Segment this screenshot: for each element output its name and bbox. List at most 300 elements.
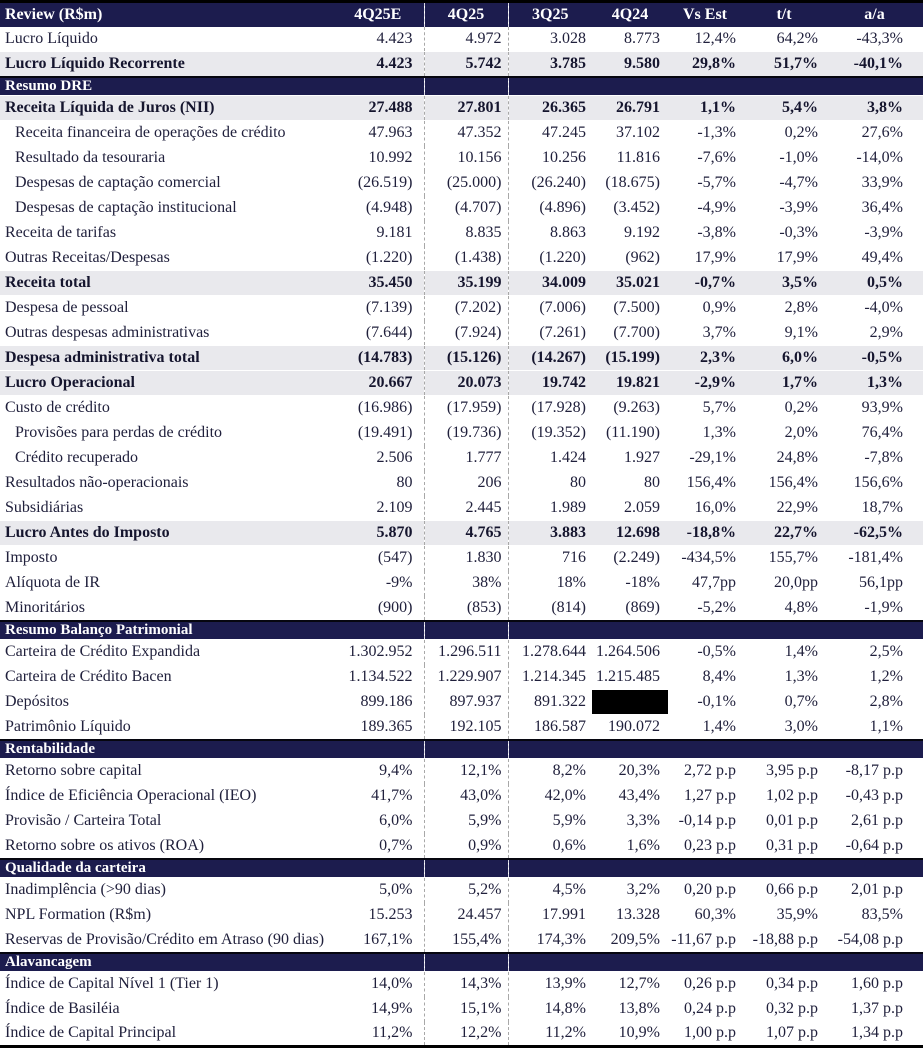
cell-vs-est: -7,6% bbox=[668, 146, 742, 171]
cell-3q25: (14.267) bbox=[508, 346, 592, 371]
cell-4q25e: (7.139) bbox=[332, 296, 424, 321]
cell-vs-est: 17,9% bbox=[668, 246, 742, 271]
cell-a-over-a: 2,01 p.p bbox=[826, 878, 923, 903]
cell-vs-est: -4,9% bbox=[668, 196, 742, 221]
row-label: Índice de Basiléia bbox=[0, 997, 332, 1022]
table-row bbox=[0, 665, 923, 690]
cell-t-over-t: 0,31 p.p bbox=[742, 834, 826, 859]
row-label: Índice de Eficiência Operacional (IEO) bbox=[0, 784, 332, 809]
cell-t-over-t: 35,9% bbox=[742, 903, 826, 928]
table-row bbox=[0, 521, 923, 546]
cell-3q25: 17.991 bbox=[508, 903, 592, 928]
cell-4q24: 8.773 bbox=[592, 27, 668, 52]
column-header-vs-est: Vs Est bbox=[668, 2, 742, 27]
cell-vs-est: -2,9% bbox=[668, 371, 742, 396]
redacted-value-box bbox=[592, 690, 668, 714]
cell-a-over-a: 27,6% bbox=[826, 121, 923, 146]
cell-4q25: 20.073 bbox=[424, 371, 508, 396]
cell-4q25: (15.126) bbox=[424, 346, 508, 371]
cell-4q25: 1.777 bbox=[424, 446, 508, 471]
cell-4q24: (9.263) bbox=[592, 396, 668, 421]
cell-4q25: 1.229.907 bbox=[424, 665, 508, 690]
cell-4q24: 3,2% bbox=[592, 878, 668, 903]
cell-4q25e: 4.423 bbox=[332, 52, 424, 77]
cell-4q25e: 189.365 bbox=[332, 715, 424, 740]
cell-4q25: 12,2% bbox=[424, 1022, 508, 1047]
table-row bbox=[0, 27, 923, 52]
cell-a-over-a: 2,8% bbox=[826, 690, 923, 715]
cell-a-over-a: 2,5% bbox=[826, 640, 923, 665]
cell-a-over-a: 156,6% bbox=[826, 471, 923, 496]
table-row bbox=[0, 715, 923, 740]
row-label: Retorno sobre os ativos (ROA) bbox=[0, 834, 332, 859]
cell-4q25: 0,9% bbox=[424, 834, 508, 859]
cell-3q25: 42,0% bbox=[508, 784, 592, 809]
table-row bbox=[0, 997, 923, 1022]
cell-4q25e: 4.423 bbox=[332, 27, 424, 52]
cell-3q25: 18% bbox=[508, 571, 592, 596]
cell-4q25e: (1.220) bbox=[332, 246, 424, 271]
cell-4q24: 26.791 bbox=[592, 96, 668, 121]
cell-a-over-a: 1,3% bbox=[826, 371, 923, 396]
cell-vs-est: 1,27 p.p bbox=[668, 784, 742, 809]
table-row bbox=[0, 571, 923, 596]
cell-3q25: 11,2% bbox=[508, 1022, 592, 1047]
cell-vs-est: -11,67 p.p bbox=[668, 928, 742, 953]
cell-4q25: 897.937 bbox=[424, 690, 508, 715]
cell-vs-est: 1,3% bbox=[668, 421, 742, 446]
cell-4q25e: (26.519) bbox=[332, 171, 424, 196]
cell-4q24 bbox=[592, 690, 668, 715]
section-row bbox=[0, 621, 923, 640]
cell-4q24: (7.700) bbox=[592, 321, 668, 346]
cell-4q25: 1.830 bbox=[424, 546, 508, 571]
cell-4q25: 206 bbox=[424, 471, 508, 496]
cell-4q25: (4.707) bbox=[424, 196, 508, 221]
cell-4q24: (2.249) bbox=[592, 546, 668, 571]
section-title: Resumo DRE bbox=[0, 77, 424, 96]
cell-3q25: 186.587 bbox=[508, 715, 592, 740]
cell-a-over-a: -43,3% bbox=[826, 27, 923, 52]
row-label: Patrimônio Líquido bbox=[0, 715, 332, 740]
table-row bbox=[0, 171, 923, 196]
cell-t-over-t: 0,7% bbox=[742, 690, 826, 715]
cell-t-over-t: 156,4% bbox=[742, 471, 826, 496]
row-label: Índice de Capital Principal bbox=[0, 1022, 332, 1047]
row-label: Lucro Líquido bbox=[0, 27, 332, 52]
cell-4q25: 192.105 bbox=[424, 715, 508, 740]
cell-vs-est: 156,4% bbox=[668, 471, 742, 496]
section-row bbox=[0, 859, 923, 878]
cell-4q25e: 2.506 bbox=[332, 446, 424, 471]
cell-4q24: 43,4% bbox=[592, 784, 668, 809]
table-row bbox=[0, 809, 923, 834]
cell-3q25: (4.896) bbox=[508, 196, 592, 221]
cell-a-over-a: -181,4% bbox=[826, 546, 923, 571]
cell-4q24: 190.072 bbox=[592, 715, 668, 740]
cell-a-over-a: -4,0% bbox=[826, 296, 923, 321]
cell-a-over-a: -3,9% bbox=[826, 221, 923, 246]
cell-t-over-t: 5,4% bbox=[742, 96, 826, 121]
cell-4q25e: 9,4% bbox=[332, 759, 424, 784]
section-row bbox=[0, 77, 923, 96]
section-spacer bbox=[424, 859, 508, 878]
cell-3q25: 174,3% bbox=[508, 928, 592, 953]
table-row bbox=[0, 52, 923, 77]
row-label: Despesas de captação comercial bbox=[0, 171, 332, 196]
cell-a-over-a: -0,64 p.p bbox=[826, 834, 923, 859]
cell-4q24: 13.328 bbox=[592, 903, 668, 928]
cell-a-over-a: 1,1% bbox=[826, 715, 923, 740]
cell-t-over-t: 20,0pp bbox=[742, 571, 826, 596]
cell-t-over-t: -18,88 p.p bbox=[742, 928, 826, 953]
row-label: Receita de tarifas bbox=[0, 221, 332, 246]
cell-4q25: 5,9% bbox=[424, 809, 508, 834]
cell-4q25: 12,1% bbox=[424, 759, 508, 784]
cell-t-over-t: 3,95 p.p bbox=[742, 759, 826, 784]
cell-t-over-t: -1,0% bbox=[742, 146, 826, 171]
cell-a-over-a: -7,8% bbox=[826, 446, 923, 471]
cell-4q24: 12.698 bbox=[592, 521, 668, 546]
cell-4q24: (7.500) bbox=[592, 296, 668, 321]
cell-4q25: (853) bbox=[424, 596, 508, 621]
cell-t-over-t: 2,0% bbox=[742, 421, 826, 446]
cell-4q25: 38% bbox=[424, 571, 508, 596]
cell-3q25: 1.278.644 bbox=[508, 640, 592, 665]
table-row bbox=[0, 928, 923, 953]
cell-t-over-t: 0,01 p.p bbox=[742, 809, 826, 834]
cell-4q25e: 15.253 bbox=[332, 903, 424, 928]
section-spacer bbox=[508, 621, 923, 640]
cell-t-over-t: 22,7% bbox=[742, 521, 826, 546]
cell-t-over-t: 155,7% bbox=[742, 546, 826, 571]
row-label: Reservas de Provisão/Crédito em Atraso (90 dias) bbox=[0, 928, 332, 953]
cell-a-over-a: -8,17 p.p bbox=[826, 759, 923, 784]
row-label: Despesa de pessoal bbox=[0, 296, 332, 321]
cell-t-over-t: 24,8% bbox=[742, 446, 826, 471]
cell-vs-est: -5,7% bbox=[668, 171, 742, 196]
cell-t-over-t: 6,0% bbox=[742, 346, 826, 371]
section-spacer bbox=[424, 953, 508, 972]
cell-a-over-a: 18,7% bbox=[826, 496, 923, 521]
cell-t-over-t: -0,3% bbox=[742, 221, 826, 246]
cell-a-over-a: -62,5% bbox=[826, 521, 923, 546]
cell-4q25: 24.457 bbox=[424, 903, 508, 928]
cell-4q24: 1,6% bbox=[592, 834, 668, 859]
cell-a-over-a: 0,5% bbox=[826, 271, 923, 296]
cell-4q24: 80 bbox=[592, 471, 668, 496]
row-label: Outras Receitas/Despesas bbox=[0, 246, 332, 271]
section-spacer bbox=[508, 740, 923, 759]
cell-4q25e: (7.644) bbox=[332, 321, 424, 346]
cell-t-over-t: 0,2% bbox=[742, 396, 826, 421]
table-row bbox=[0, 496, 923, 521]
cell-vs-est: -18,8% bbox=[668, 521, 742, 546]
column-header-t-over-t: t/t bbox=[742, 2, 826, 27]
row-label: Imposto bbox=[0, 546, 332, 571]
cell-t-over-t: 9,1% bbox=[742, 321, 826, 346]
cell-4q24: (15.199) bbox=[592, 346, 668, 371]
table-row bbox=[0, 1022, 923, 1047]
cell-4q24: 37.102 bbox=[592, 121, 668, 146]
cell-vs-est: 0,26 p.p bbox=[668, 972, 742, 997]
cell-4q25e: 6,0% bbox=[332, 809, 424, 834]
cell-vs-est: -3,8% bbox=[668, 221, 742, 246]
cell-t-over-t: 1,3% bbox=[742, 665, 826, 690]
table-row bbox=[0, 246, 923, 271]
section-spacer bbox=[424, 740, 508, 759]
cell-vs-est: 1,1% bbox=[668, 96, 742, 121]
cell-4q24: 10,9% bbox=[592, 1022, 668, 1047]
cell-4q25e: 20.667 bbox=[332, 371, 424, 396]
table-row bbox=[0, 346, 923, 371]
cell-3q25: 3.028 bbox=[508, 27, 592, 52]
cell-3q25: (17.928) bbox=[508, 396, 592, 421]
cell-4q25: 4.972 bbox=[424, 27, 508, 52]
cell-t-over-t: 0,66 p.p bbox=[742, 878, 826, 903]
cell-3q25: (7.261) bbox=[508, 321, 592, 346]
section-spacer bbox=[424, 77, 508, 96]
table-row bbox=[0, 396, 923, 421]
table-row bbox=[0, 834, 923, 859]
cell-4q25e: 5,0% bbox=[332, 878, 424, 903]
section-title: Resumo Balanço Patrimonial bbox=[0, 621, 424, 640]
cell-4q24: 9.580 bbox=[592, 52, 668, 77]
cell-4q24: 19.821 bbox=[592, 371, 668, 396]
cell-4q25e: (19.491) bbox=[332, 421, 424, 446]
cell-vs-est: 60,3% bbox=[668, 903, 742, 928]
cell-3q25: 1.424 bbox=[508, 446, 592, 471]
cell-4q25e: -9% bbox=[332, 571, 424, 596]
table-row bbox=[0, 296, 923, 321]
row-label: NPL Formation (R$m) bbox=[0, 903, 332, 928]
table-row bbox=[0, 759, 923, 784]
table-row bbox=[0, 546, 923, 571]
cell-4q25e: 47.963 bbox=[332, 121, 424, 146]
cell-a-over-a: 1,60 p.p bbox=[826, 972, 923, 997]
cell-vs-est: 1,00 p.p bbox=[668, 1022, 742, 1047]
table-row bbox=[0, 784, 923, 809]
section-title: Qualidade da carteira bbox=[0, 859, 424, 878]
section-spacer bbox=[508, 859, 923, 878]
header-row bbox=[0, 2, 923, 27]
cell-3q25: 34.009 bbox=[508, 271, 592, 296]
cell-t-over-t: 0,34 p.p bbox=[742, 972, 826, 997]
cell-3q25: 0,6% bbox=[508, 834, 592, 859]
cell-3q25: 4,5% bbox=[508, 878, 592, 903]
row-label: Despesa administrativa total bbox=[0, 346, 332, 371]
cell-a-over-a: 83,5% bbox=[826, 903, 923, 928]
row-label: Receita total bbox=[0, 271, 332, 296]
cell-vs-est: -0,14 p.p bbox=[668, 809, 742, 834]
section-spacer bbox=[508, 77, 923, 96]
cell-3q25: (7.006) bbox=[508, 296, 592, 321]
table-row bbox=[0, 271, 923, 296]
cell-4q25e: 41,7% bbox=[332, 784, 424, 809]
cell-a-over-a: 76,4% bbox=[826, 421, 923, 446]
cell-a-over-a: 93,9% bbox=[826, 396, 923, 421]
cell-vs-est: -434,5% bbox=[668, 546, 742, 571]
cell-a-over-a: 1,37 p.p bbox=[826, 997, 923, 1022]
cell-4q24: (11.190) bbox=[592, 421, 668, 446]
row-label: Outras despesas administrativas bbox=[0, 321, 332, 346]
cell-a-over-a: -54,08 p.p bbox=[826, 928, 923, 953]
cell-t-over-t: -4,7% bbox=[742, 171, 826, 196]
cell-3q25: 14,8% bbox=[508, 997, 592, 1022]
cell-4q24: 2.059 bbox=[592, 496, 668, 521]
cell-4q24: (3.452) bbox=[592, 196, 668, 221]
cell-vs-est: 12,4% bbox=[668, 27, 742, 52]
cell-vs-est: 1,4% bbox=[668, 715, 742, 740]
cell-4q25e: 167,1% bbox=[332, 928, 424, 953]
row-label: Carteira de Crédito Expandida bbox=[0, 640, 332, 665]
cell-4q25: 27.801 bbox=[424, 96, 508, 121]
cell-4q25: 47.352 bbox=[424, 121, 508, 146]
cell-4q25e: 14,9% bbox=[332, 997, 424, 1022]
cell-4q25e: 2.109 bbox=[332, 496, 424, 521]
cell-vs-est: -0,1% bbox=[668, 690, 742, 715]
cell-a-over-a: -0,5% bbox=[826, 346, 923, 371]
column-header-4q25: 4Q25 bbox=[424, 2, 508, 27]
cell-4q24: 35.021 bbox=[592, 271, 668, 296]
cell-4q25: 35.199 bbox=[424, 271, 508, 296]
table-row bbox=[0, 96, 923, 121]
table-row bbox=[0, 471, 923, 496]
cell-4q25: 10.156 bbox=[424, 146, 508, 171]
row-label: Provisões para perdas de crédito bbox=[0, 421, 332, 446]
cell-4q25e: 80 bbox=[332, 471, 424, 496]
cell-t-over-t: 2,8% bbox=[742, 296, 826, 321]
table-body bbox=[0, 27, 923, 1047]
row-label: Lucro Líquido Recorrente bbox=[0, 52, 332, 77]
cell-3q25: 1.989 bbox=[508, 496, 592, 521]
section-row bbox=[0, 953, 923, 972]
cell-vs-est: -0,5% bbox=[668, 640, 742, 665]
row-label: Retorno sobre capital bbox=[0, 759, 332, 784]
cell-a-over-a: -40,1% bbox=[826, 52, 923, 77]
cell-t-over-t: 3,0% bbox=[742, 715, 826, 740]
cell-4q25: 155,4% bbox=[424, 928, 508, 953]
cell-4q25e: 10.992 bbox=[332, 146, 424, 171]
cell-vs-est: -0,7% bbox=[668, 271, 742, 296]
cell-4q25e: 9.181 bbox=[332, 221, 424, 246]
cell-t-over-t: 0,2% bbox=[742, 121, 826, 146]
cell-vs-est: 8,4% bbox=[668, 665, 742, 690]
section-title: Rentabilidade bbox=[0, 740, 424, 759]
cell-4q25: 14,3% bbox=[424, 972, 508, 997]
cell-4q25: (17.959) bbox=[424, 396, 508, 421]
table-row bbox=[0, 221, 923, 246]
table-row bbox=[0, 972, 923, 997]
section-spacer bbox=[424, 621, 508, 640]
cell-vs-est: 47,7pp bbox=[668, 571, 742, 596]
cell-vs-est: 0,20 p.p bbox=[668, 878, 742, 903]
cell-3q25: (19.352) bbox=[508, 421, 592, 446]
row-label: Resultado da tesouraria bbox=[0, 146, 332, 171]
cell-3q25: 26.365 bbox=[508, 96, 592, 121]
cell-4q25: 2.445 bbox=[424, 496, 508, 521]
cell-4q24: (18.675) bbox=[592, 171, 668, 196]
table-row bbox=[0, 196, 923, 221]
cell-4q25: 1.296.511 bbox=[424, 640, 508, 665]
cell-4q25e: (16.986) bbox=[332, 396, 424, 421]
cell-4q24: 1.927 bbox=[592, 446, 668, 471]
row-label: Resultados não-operacionais bbox=[0, 471, 332, 496]
cell-4q25: 5,2% bbox=[424, 878, 508, 903]
cell-vs-est: 5,7% bbox=[668, 396, 742, 421]
cell-a-over-a: -1,9% bbox=[826, 596, 923, 621]
row-label: Receita Líquida de Juros (NII) bbox=[0, 96, 332, 121]
cell-4q25e: 1.302.952 bbox=[332, 640, 424, 665]
table-row bbox=[0, 371, 923, 396]
cell-4q24: 13,8% bbox=[592, 997, 668, 1022]
cell-3q25: 80 bbox=[508, 471, 592, 496]
cell-t-over-t: 3,5% bbox=[742, 271, 826, 296]
cell-4q25: 15,1% bbox=[424, 997, 508, 1022]
cell-4q25e: 11,2% bbox=[332, 1022, 424, 1047]
cell-t-over-t: 0,32 p.p bbox=[742, 997, 826, 1022]
cell-vs-est: 0,9% bbox=[668, 296, 742, 321]
cell-vs-est: 2,72 p.p bbox=[668, 759, 742, 784]
section-spacer bbox=[508, 953, 923, 972]
cell-vs-est: 0,23 p.p bbox=[668, 834, 742, 859]
cell-4q25: 5.742 bbox=[424, 52, 508, 77]
row-label: Depósitos bbox=[0, 690, 332, 715]
row-label: Subsidiárias bbox=[0, 496, 332, 521]
cell-a-over-a: 2,61 p.p bbox=[826, 809, 923, 834]
row-label: Custo de crédito bbox=[0, 396, 332, 421]
row-label: Minoritários bbox=[0, 596, 332, 621]
cell-4q24: 9.192 bbox=[592, 221, 668, 246]
cell-3q25: 3.883 bbox=[508, 521, 592, 546]
row-label: Despesas de captação institucional bbox=[0, 196, 332, 221]
table-row bbox=[0, 321, 923, 346]
cell-4q25e: 5.870 bbox=[332, 521, 424, 546]
cell-a-over-a: 3,8% bbox=[826, 96, 923, 121]
row-label: Crédito recuperado bbox=[0, 446, 332, 471]
cell-3q25: 19.742 bbox=[508, 371, 592, 396]
cell-vs-est: 16,0% bbox=[668, 496, 742, 521]
cell-4q25: (1.438) bbox=[424, 246, 508, 271]
table-row bbox=[0, 421, 923, 446]
cell-4q25e: (900) bbox=[332, 596, 424, 621]
cell-a-over-a: 56,1pp bbox=[826, 571, 923, 596]
table-title: Review (R$m) bbox=[0, 2, 332, 27]
cell-4q24: (962) bbox=[592, 246, 668, 271]
column-header-a-over-a: a/a bbox=[826, 2, 923, 27]
cell-4q25: (25.000) bbox=[424, 171, 508, 196]
cell-4q25: 4.765 bbox=[424, 521, 508, 546]
cell-4q25e: 899.186 bbox=[332, 690, 424, 715]
cell-a-over-a: 1,2% bbox=[826, 665, 923, 690]
cell-4q24: 1.215.485 bbox=[592, 665, 668, 690]
cell-vs-est: -1,3% bbox=[668, 121, 742, 146]
row-label: Receita financeira de operações de crédito bbox=[0, 121, 332, 146]
cell-3q25: 5,9% bbox=[508, 809, 592, 834]
cell-4q25e: (4.948) bbox=[332, 196, 424, 221]
cell-4q25: 8.835 bbox=[424, 221, 508, 246]
cell-4q25e: 27.488 bbox=[332, 96, 424, 121]
row-label: Carteira de Crédito Bacen bbox=[0, 665, 332, 690]
row-label: Provisão / Carteira Total bbox=[0, 809, 332, 834]
section-title: Alavancagem bbox=[0, 953, 424, 972]
cell-a-over-a: 2,9% bbox=[826, 321, 923, 346]
cell-3q25: 10.256 bbox=[508, 146, 592, 171]
table-row bbox=[0, 446, 923, 471]
cell-a-over-a: 33,9% bbox=[826, 171, 923, 196]
cell-t-over-t: 17,9% bbox=[742, 246, 826, 271]
table-row bbox=[0, 596, 923, 621]
